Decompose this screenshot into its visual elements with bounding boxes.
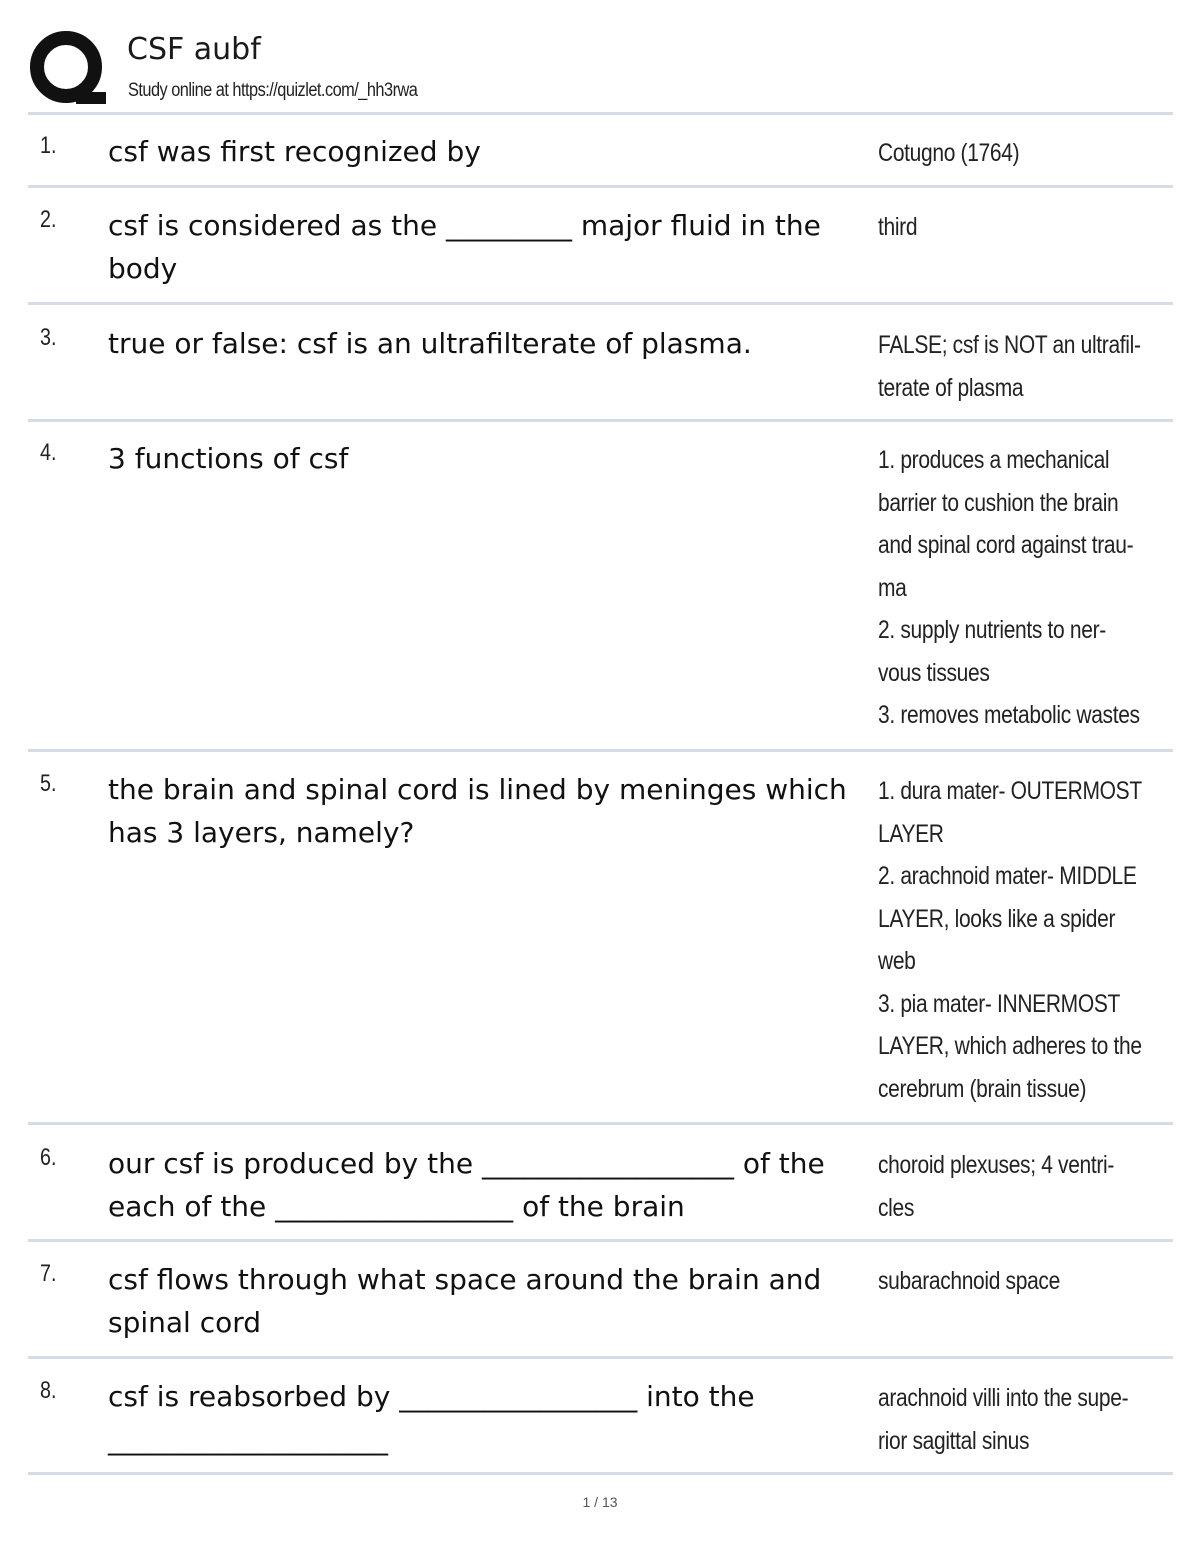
divider — [28, 1472, 1173, 1475]
card-definition: FALSE; csf is NOT an ultrafil- terate of plasma — [878, 331, 1141, 402]
document-header — [30, 30, 1172, 110]
divider — [28, 419, 1173, 422]
page-indicator: 1 / 13 — [582, 1494, 618, 1510]
study-link[interactable]: Study online at https://quizlet.com/_hh3rwa — [128, 80, 418, 101]
card-term: our csf is produced by the __________________ of the each of the _________________ of the brain — [108, 1147, 825, 1223]
divider — [28, 185, 1173, 188]
card-number: 8. — [40, 1377, 57, 1404]
divider — [28, 749, 1173, 752]
card-definition: subarachnoid space — [878, 1267, 1060, 1295]
card-definition: 1. produces a mechanical barrier to cushion the brain and spinal cord against trau- ma 2. supply nutrients to ner- vous tissues 3. removes metabolic wastes — [878, 446, 1140, 729]
card-number: 6. — [40, 1144, 57, 1171]
card-number: 4. — [40, 439, 57, 466]
divider — [28, 1239, 1173, 1242]
card-definition: choroid plexuses; 4 ventri- cles — [878, 1151, 1115, 1222]
card-term: the brain and spinal cord is lined by meninges which has 3 layers, namely? — [108, 773, 847, 849]
divider — [28, 1356, 1173, 1359]
card-term: csf was first recognized by — [108, 135, 481, 168]
card-term: csf flows through what space around the brain and spinal cord — [108, 1263, 822, 1339]
divider — [28, 302, 1173, 305]
card-term: csf is reabsorbed by _________________ into the ____________________ — [108, 1380, 755, 1456]
card-definition: 1. dura mater- OUTERMOST LAYER 2. arachnoid mater- MIDDLE LAYER, looks like a spider web 3. pia mater- INNERMOST LAYER, which adheres to the cerebrum (brain tissue) — [878, 777, 1142, 1103]
card-definition: Cotugno (1764) — [878, 139, 1020, 167]
card-term: 3 functions of csf — [108, 442, 349, 475]
card-number: 7. — [40, 1260, 57, 1287]
quizlet-logo-icon — [30, 30, 108, 108]
card-term: csf is considered as the _________ major fluid in the body — [108, 209, 821, 285]
card-number: 2. — [40, 206, 57, 233]
card-definition: third — [878, 213, 918, 241]
page-title: CSF aubf — [127, 32, 261, 67]
card-term: true or false: csf is an ultrafilterate of plasma. — [108, 327, 752, 360]
card-number: 1. — [40, 132, 57, 159]
divider — [28, 1122, 1173, 1125]
card-definition: arachnoid villi into the supe- rior sagittal sinus — [878, 1384, 1129, 1455]
card-number: 3. — [40, 324, 57, 351]
card-number: 5. — [40, 770, 57, 797]
divider — [28, 112, 1173, 115]
